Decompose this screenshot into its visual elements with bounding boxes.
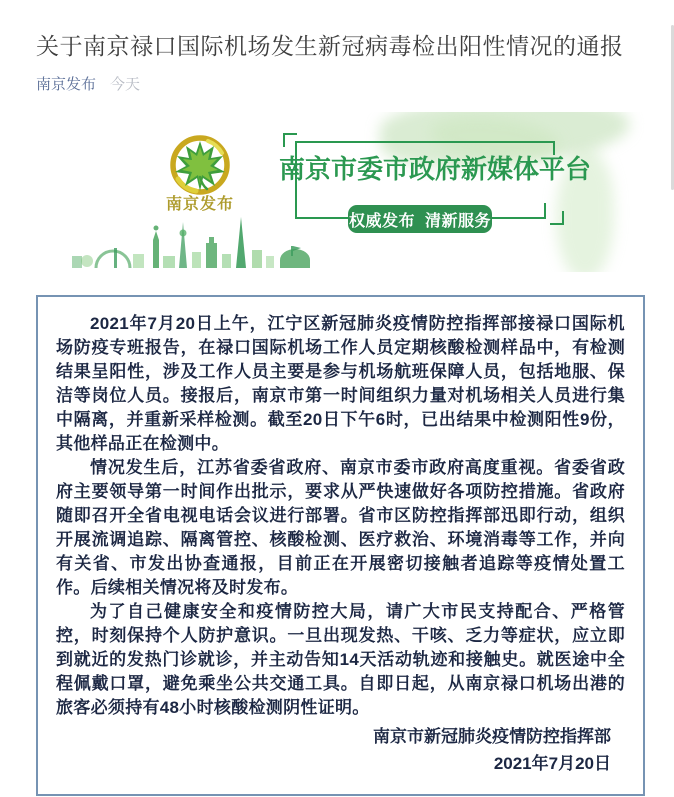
logo-label: 南京发布 bbox=[165, 196, 234, 213]
frame-border bbox=[492, 203, 546, 219]
city-skyline-illustration bbox=[70, 210, 320, 268]
slogan-pill bbox=[348, 205, 492, 233]
slogan-label: 权威发布 清新服务 bbox=[349, 212, 491, 230]
platform-title: 南京市委市政府新媒体平台 bbox=[278, 154, 591, 184]
frame-border bbox=[553, 141, 555, 155]
notice-paragraph: 2021年7月20日上午，江宁区新冠肺炎疫情防控指挥部接禄口国际机场防疫专班报告，在禄口国际机场工作人员定期核酸检测样品中，有检测结果呈阳性，涉及工作人员主要是参与机场航班保障人员，包括地服、保洁等岗位人员。接报后，南京市第一时间组织力量对机场相关人员进行集中隔离，并重新采样检测。截至20日下午6时，已出结果中检测阳性9份，其他样品正在检测中。 bbox=[56, 314, 625, 453]
notice-box bbox=[36, 295, 645, 796]
nanjing-fabu-logo-icon bbox=[164, 129, 236, 201]
byline bbox=[36, 75, 644, 95]
banner-image[interactable] bbox=[0, 112, 674, 272]
frame-corner-bottom-right bbox=[550, 211, 564, 225]
author-link[interactable]: 南京发布 bbox=[36, 76, 97, 93]
notice-paragraph: 情况发生后，江苏省委省政府、南京市委市政府高度重视。省委省政府主要领导第一时间作出批示，要求从严快速做好各项防控措施。省政府随即召开全省电视电话会议进行部署。省市区防控指挥部迅即行动，组织开展流调追踪、隔离管控、核酸检测、医疗救治、环境消毒等工作，并向有关省、市发出协查通报，目前正在开展密切接触者追踪等疫情处置工作。后续相关情况将及时发布。 bbox=[56, 458, 625, 597]
page-title: 关于南京禄口国际机场发生新冠病毒检出阳性情况的通报 bbox=[36, 33, 624, 59]
notice-paragraph: 为了自己健康安全和疫情防控大局，请广大市民支持配合、严格管控，时刻保持个人防护意识。一旦出现发热、干咳、乏力等症状，应立即到就近的发热门诊就诊，并主动告知14天活动轨迹和接触史。就医途中全程佩戴口罩，避免乘坐公共交通工具。自即日起，从南京禄口机场出港的旅客必须持有48小时核酸检测阴性证明。 bbox=[56, 602, 625, 717]
notice-signer: 南京市新冠肺炎疫情防控指挥部 bbox=[373, 727, 611, 746]
publish-time: 今天 bbox=[110, 76, 141, 93]
notice-sign-date: 2021年7月20日 bbox=[493, 754, 611, 773]
notice-signature bbox=[56, 723, 625, 777]
